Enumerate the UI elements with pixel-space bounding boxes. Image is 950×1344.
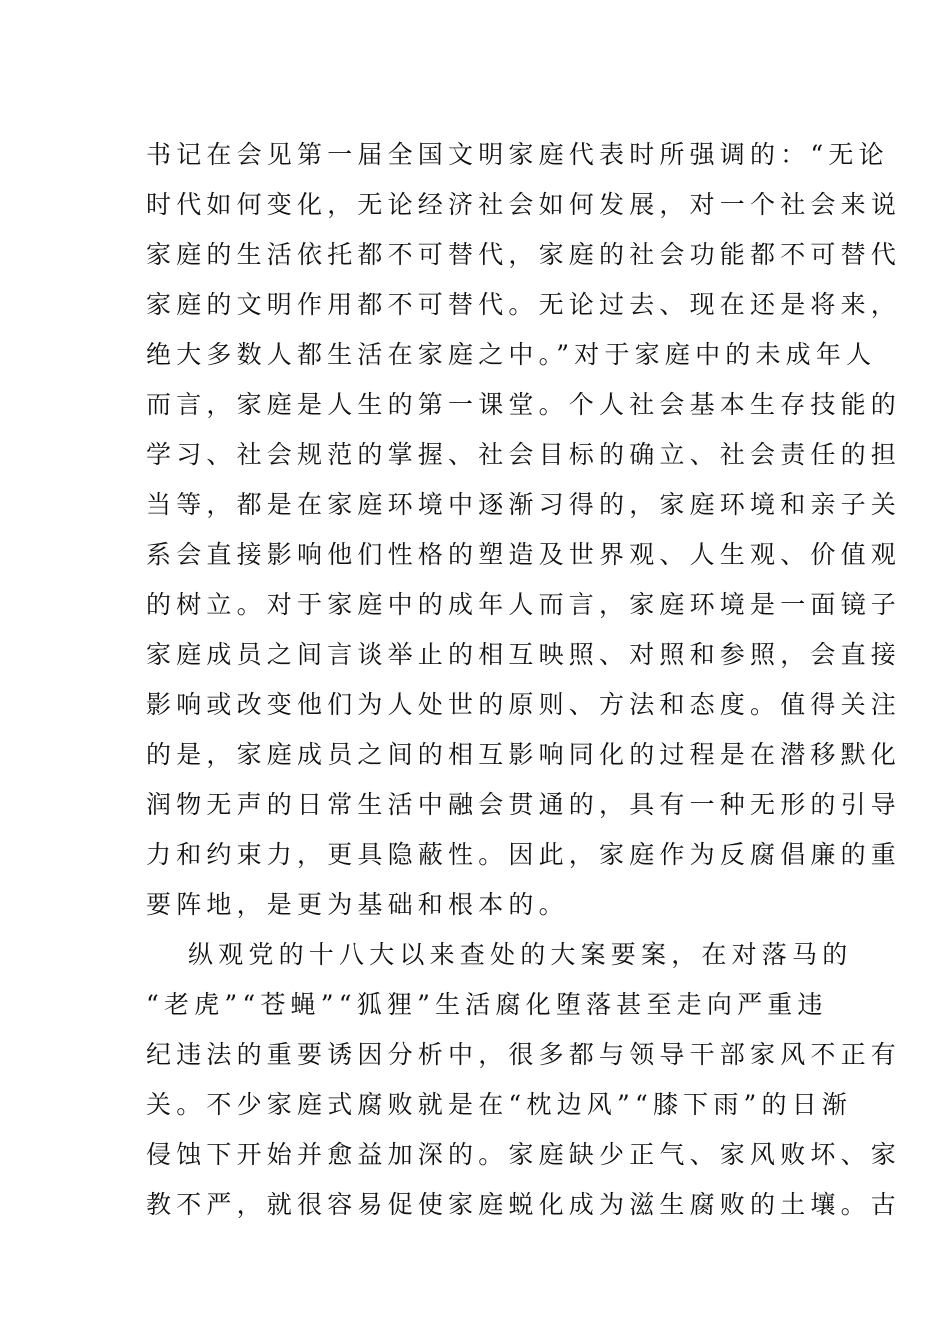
text-line: 纪违法的重要诱因分析中，很多都与领导干部家风不正有: [146, 1040, 902, 1069]
text-line: 绝大多数人都生活在家庭之中。”对于家庭中的未成年人: [146, 340, 877, 369]
text-line: 系会直接影响他们性格的塑造及世界观、人生观、价值观: [146, 540, 902, 569]
text-line: 时代如何变化，无论经济社会如何发展，对一个社会来说: [146, 190, 902, 219]
text-line: 书记在会见第一届全国文明家庭代表时所强调的：“无论: [146, 140, 889, 169]
paragraph-start-line: 纵观党的十八大以来查处的大案要案，在对落马的: [188, 940, 853, 969]
text-line: 侵蚀下开始并愈益加深的。家庭缺少正气、家风败坏、家: [146, 1140, 902, 1169]
text-line: 家庭的文明作用都不可替代。无论过去、现在还是将来，: [146, 290, 902, 319]
text-line: “老虎”“苍蝇”“狐狸”生活腐化堕落甚至走向严重违: [146, 990, 828, 1019]
text-line: 家庭的生活依托都不可替代，家庭的社会功能都不可替代: [146, 240, 902, 269]
body-text: [146, 130, 902, 1230]
text-line: 力和约束力，更具隐蔽性。因此，家庭作为反腐倡廉的重: [146, 840, 902, 869]
text-line: 影响或改变他们为人处世的原则、方法和态度。值得关注: [146, 690, 902, 719]
text-line: 而言，家庭是人生的第一课堂。个人社会基本生存技能的: [146, 390, 902, 419]
text-line: 关。不少家庭式腐败就是在“枕边风”“膝下雨”的日渐: [146, 1090, 853, 1119]
text-line: 的是，家庭成员之间的相互影响同化的过程是在潜移默化: [146, 740, 902, 769]
text-line: 润物无声的日常生活中融会贯通的，具有一种无形的引导: [146, 790, 902, 819]
text-line: 学习、社会规范的掌握、社会目标的确立、社会责任的担: [146, 440, 902, 469]
text-line: 家庭成员之间言谈举止的相互映照、对照和参照，会直接: [146, 640, 902, 669]
text-line: 当等，都是在家庭环境中逐渐习得的，家庭环境和亲子关: [146, 490, 902, 519]
text-line: 教不严，就很容易促使家庭蜕化成为滋生腐败的土壤。古: [146, 1190, 902, 1219]
text-line: 的树立。对于家庭中的成年人而言，家庭环境是一面镜子: [146, 590, 902, 619]
text-line: 要阵地，是更为基础和根本的。: [146, 890, 569, 919]
